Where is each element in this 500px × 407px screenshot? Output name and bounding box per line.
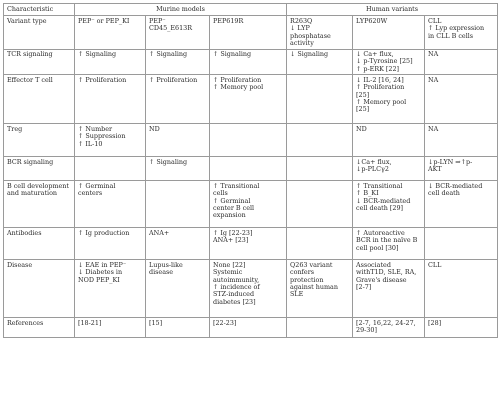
cell-pep619r — [210, 260, 287, 318]
cell-pep619r — [210, 181, 287, 228]
cell-text: ↓p-PLCγ2 — [356, 165, 389, 174]
cell-text: Systemic — [213, 268, 243, 277]
cell-text: ↓p-LYN ⇒↑p- — [428, 157, 473, 166]
cell-text: ↑ Lyp expression — [428, 24, 485, 33]
cell-text: [18-21] — [78, 318, 102, 327]
cell-lyp620w — [353, 228, 425, 260]
cell-text: ↑ Proliferation — [78, 75, 127, 84]
cell-pep-ko-or-ki — [75, 181, 146, 228]
cell-text: ↑ Ig production — [78, 228, 130, 237]
cell-text: centers — [78, 189, 103, 198]
cell-text: ↑ Memory pool — [213, 83, 264, 92]
cell-text: ↑ B_KI — [356, 189, 379, 198]
cell-text: Q263 variant — [290, 260, 333, 269]
row-label: Effector T cell — [4, 75, 75, 124]
cell-pep-cd45 — [146, 49, 210, 75]
table-row — [4, 181, 498, 228]
cell-pep-ko-or-ki — [75, 228, 146, 260]
cell-r263q — [287, 75, 353, 124]
cell-pep619r — [210, 49, 287, 75]
table-row — [4, 228, 498, 260]
cell-text: withT1D, SLE, RA, — [356, 268, 417, 277]
cell-cll — [425, 181, 498, 228]
cell-r263q — [287, 49, 353, 75]
cell-lyp620w — [353, 49, 425, 75]
cell-text: [15] — [149, 318, 163, 327]
cell-cll — [425, 157, 498, 181]
table-body — [4, 16, 498, 338]
cell-text: in CLL B cells — [428, 31, 474, 40]
cell-text: disease — [149, 268, 174, 277]
cell-text: ↑ Germinal — [78, 181, 116, 190]
cell-text: NOD PEP_KI — [78, 275, 120, 284]
cell-text: ANA+ [23] — [213, 236, 249, 245]
cell-pep619r — [210, 124, 287, 157]
cell-text: LYP620W — [356, 16, 388, 25]
cell-text: ↑ Transitional — [213, 181, 260, 190]
cell-text: R263Q — [290, 16, 313, 25]
cell-text: ↑ Signaling — [149, 157, 188, 166]
cell-text: STZ-induced — [213, 290, 255, 299]
cell-pep-ko-or-ki — [75, 260, 146, 318]
cell-text: ↑ incidence of — [213, 282, 260, 291]
cell-lyp620w — [353, 75, 425, 124]
cell-text: ↑ Memory pool — [356, 97, 407, 106]
cell-text: ↑ IL-10 — [78, 139, 103, 148]
cell-pep-cd45 — [146, 181, 210, 228]
cell-text: [28] — [428, 318, 442, 327]
cell-text: diabetes [23] — [213, 297, 256, 306]
cell-text: expansion — [213, 211, 246, 220]
cell-text: ↑ Ig [22-23] — [213, 228, 253, 237]
cell-text: CLL — [428, 260, 442, 269]
cell-lyp620w — [353, 16, 425, 49]
cell-pep-cd45 — [146, 124, 210, 157]
cell-text: ↓ BCR-mediated — [428, 181, 483, 190]
cell-text: ANA+ — [149, 228, 170, 237]
cell-text: NA — [428, 50, 439, 59]
table-row — [4, 124, 498, 157]
cell-text: ND — [149, 124, 160, 133]
cell-text: autoimmunity, — [213, 275, 260, 284]
cell-text: ↑ p-ERK [22] — [356, 64, 400, 73]
cell-text: AKT — [428, 165, 442, 174]
cell-r263q — [287, 157, 353, 181]
cell-text: ↓ p-Tyrosine [25] — [356, 57, 413, 66]
cell-pep619r — [210, 318, 287, 338]
cell-pep-ko-or-ki — [75, 16, 146, 49]
cell-text: ↑ Suppression — [78, 132, 126, 141]
cell-r263q — [287, 228, 353, 260]
row-label: Disease — [4, 260, 75, 318]
cell-text: ↓ BCR-mediated — [356, 196, 411, 205]
row-label: Antibodies — [4, 228, 75, 260]
cell-text: SLE — [290, 290, 304, 299]
cell-text: ↑ Signaling — [78, 50, 117, 59]
cell-pep-cd45 — [146, 75, 210, 124]
cell-pep619r — [210, 157, 287, 181]
comparison-table — [3, 3, 498, 338]
table-row — [4, 16, 498, 49]
cell-text: NA — [428, 124, 439, 133]
cell-text: ↓ IL-2 [16, 24] — [356, 75, 404, 84]
cell-text: ↑ Signaling — [149, 50, 188, 59]
cell-text: PEP⁻ or PEP_KI — [78, 16, 130, 25]
cell-text: cells — [213, 189, 228, 198]
cell-text: ↓Ca+ flux, — [356, 157, 392, 166]
cell-text: None [22] — [213, 260, 246, 269]
cell-cll — [425, 228, 498, 260]
cell-text: [2-7, 16,22, 24-27, — [356, 318, 416, 327]
row-label: References — [4, 318, 75, 338]
cell-text: [22-23] — [213, 318, 237, 327]
cell-r263q — [287, 260, 353, 318]
cell-pep-cd45 — [146, 228, 210, 260]
cell-text: ↑ Signaling — [213, 50, 252, 59]
cell-cll — [425, 49, 498, 75]
cell-cll — [425, 75, 498, 124]
table-row — [4, 75, 498, 124]
cell-lyp620w — [353, 318, 425, 338]
cell-text: against human — [290, 282, 338, 291]
cell-pep-ko-or-ki — [75, 49, 146, 75]
cell-pep619r — [210, 16, 287, 49]
cell-lyp620w — [353, 124, 425, 157]
cell-text: [25] — [356, 105, 370, 114]
row-label: B cell development and maturation — [4, 181, 75, 228]
cell-pep-ko-or-ki — [75, 157, 146, 181]
cell-text: Grave's disease — [356, 275, 407, 284]
cell-lyp620w — [353, 181, 425, 228]
cell-text: [2-7] — [356, 282, 372, 291]
cell-text: PEP619R — [213, 16, 244, 25]
cell-text: 29-30] — [356, 326, 377, 335]
cell-text: Associated — [356, 260, 391, 269]
cell-text: ↑ Autoreactive — [356, 228, 405, 237]
table-row — [4, 157, 498, 181]
cell-text: PEP⁻ CD45_E613R — [149, 16, 193, 33]
cell-text: Lupus-like — [149, 260, 183, 269]
cell-pep619r — [210, 228, 287, 260]
cell-text: BCR in the naïve B — [356, 236, 418, 245]
cell-text: cell pool [30] — [356, 243, 399, 252]
cell-text: ↓ LYP — [290, 24, 310, 33]
cell-pep-cd45 — [146, 318, 210, 338]
cell-r263q — [287, 181, 353, 228]
cell-lyp620w — [353, 157, 425, 181]
cell-pep-cd45 — [146, 157, 210, 181]
cell-r263q — [287, 124, 353, 157]
cell-text: ↓ Diabetes in — [78, 268, 123, 277]
cell-pep-ko-or-ki — [75, 75, 146, 124]
row-label: TCR signaling — [4, 49, 75, 75]
cell-text: protection — [290, 275, 324, 284]
cell-text: ↓ Signaling — [290, 50, 329, 59]
cell-text: [25] — [356, 90, 370, 99]
row-label: Treg — [4, 124, 75, 157]
cell-text: ND — [356, 124, 367, 133]
cell-text: ↑ Proliferation — [149, 75, 198, 84]
cell-pep619r — [210, 75, 287, 124]
cell-text: ↑ Number — [78, 124, 113, 133]
cell-text: confers — [290, 268, 315, 277]
cell-cll — [425, 16, 498, 49]
cell-cll — [425, 318, 498, 338]
cell-text: activity — [290, 39, 314, 48]
cell-text: ↑ Proliferation — [356, 83, 405, 92]
cell-text: cell death [29] — [356, 203, 404, 212]
table-row — [4, 49, 498, 75]
header-murine-models: Murine models — [75, 4, 287, 16]
cell-text: center B cell — [213, 203, 255, 212]
cell-cll — [425, 124, 498, 157]
row-label: BCR signaling — [4, 157, 75, 181]
cell-text: ↓ EAE in PEP⁻ — [78, 260, 127, 269]
cell-text: NA — [428, 75, 439, 84]
row-label: Variant type — [4, 16, 75, 49]
cell-pep-cd45 — [146, 260, 210, 318]
cell-cll — [425, 260, 498, 318]
cell-text: ↑ Transitional — [356, 181, 403, 190]
cell-pep-ko-or-ki — [75, 318, 146, 338]
cell-text: CLL — [428, 16, 442, 25]
header-row — [4, 4, 498, 16]
cell-text: ↓ Ca+ flux, — [356, 50, 394, 59]
cell-lyp620w — [353, 260, 425, 318]
table-row — [4, 260, 498, 318]
cell-pep-cd45 — [146, 16, 210, 49]
header-human-variants: Human variants — [287, 4, 498, 16]
cell-r263q — [287, 318, 353, 338]
cell-text: ↑ Proliferation — [213, 75, 262, 84]
cell-r263q — [287, 16, 353, 49]
cell-text: phosphatase — [290, 31, 331, 40]
table-row — [4, 318, 498, 338]
cell-pep-ko-or-ki — [75, 124, 146, 157]
header-characteristic: Characteristic — [4, 4, 75, 16]
cell-text: ↑ Germinal — [213, 196, 251, 205]
cell-text: cell death — [428, 189, 460, 198]
